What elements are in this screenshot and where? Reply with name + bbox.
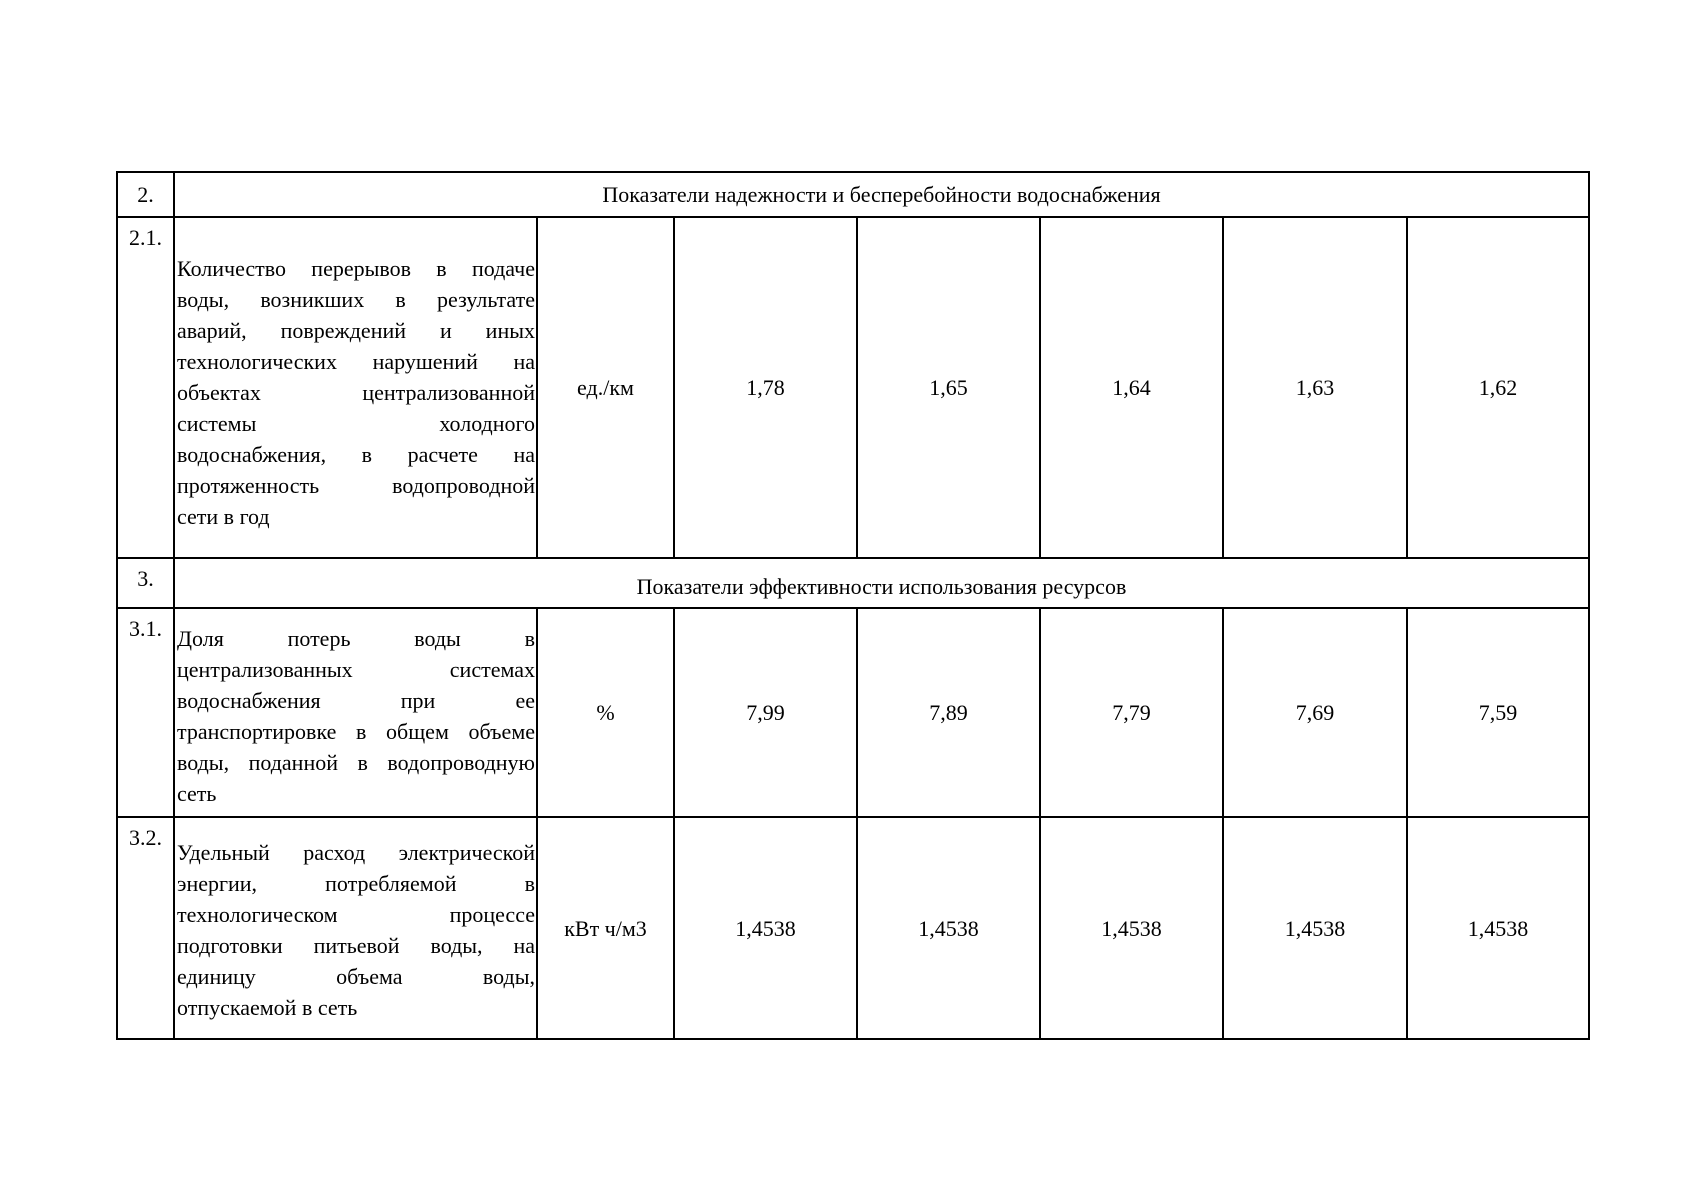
row-description bbox=[174, 217, 537, 558]
description-line: протяженность водопроводной bbox=[177, 473, 535, 498]
value-cell: 1,4538 bbox=[1407, 817, 1589, 1039]
value-cell: 1,4538 bbox=[1040, 817, 1223, 1039]
value-cell: 1,78 bbox=[674, 217, 857, 558]
description-line: Количество перерывов в подаче bbox=[177, 256, 535, 281]
description-line: воды, возникших в результате bbox=[177, 287, 535, 312]
value-cell: 7,99 bbox=[674, 608, 857, 817]
description-line: централизованных системах bbox=[177, 656, 535, 682]
row-number: 3.2. bbox=[117, 817, 174, 1039]
value-cell: 7,89 bbox=[857, 608, 1040, 817]
value-cell: 1,4538 bbox=[857, 817, 1040, 1039]
section-row-3 bbox=[117, 558, 1589, 608]
section-row-2 bbox=[117, 172, 1589, 217]
description-line: технологическом процессе bbox=[177, 902, 535, 927]
row-number: 3.1. bbox=[117, 608, 174, 817]
unit-cell: % bbox=[537, 608, 674, 817]
value-cell: 1,65 bbox=[857, 217, 1040, 558]
value-cell: 7,69 bbox=[1223, 608, 1407, 817]
description-line: Удельный расход электрической bbox=[177, 840, 535, 865]
indicators-table bbox=[116, 171, 1590, 1040]
section-number: 3. bbox=[117, 558, 174, 608]
description-line: сети в год bbox=[177, 504, 270, 529]
value-cell: 1,64 bbox=[1040, 217, 1223, 558]
value-cell: 1,63 bbox=[1223, 217, 1407, 558]
value-cell: 7,79 bbox=[1040, 608, 1223, 817]
description-line: сеть bbox=[177, 780, 217, 806]
value-cell: 7,59 bbox=[1407, 608, 1589, 817]
description-line: энергии, потребляемой в bbox=[177, 871, 535, 896]
description-line: водоснабжения при ее bbox=[177, 687, 535, 713]
description-line: водоснабжения, в расчете на bbox=[177, 442, 535, 467]
description-line: воды, поданной в водопроводную bbox=[177, 749, 535, 775]
table-row-3-1 bbox=[117, 608, 1589, 817]
unit-cell: кВт ч/м3 bbox=[537, 817, 674, 1039]
unit-cell: ед./км bbox=[537, 217, 674, 558]
description-line: объектах централизованной bbox=[177, 380, 535, 405]
row-number: 2.1. bbox=[117, 217, 174, 558]
description-line: Доля потерь воды в bbox=[177, 625, 535, 651]
indicators-table-body bbox=[117, 172, 1589, 1039]
description-line: системы холодного bbox=[177, 411, 535, 436]
description-line: подготовки питьевой воды, на bbox=[177, 933, 535, 958]
section-title: Показатели эффективности использования ресурсов bbox=[174, 558, 1589, 608]
row-description bbox=[174, 817, 537, 1039]
description-line: аварий, повреждений и иных bbox=[177, 318, 535, 343]
section-title: Показатели надежности и бесперебойности водоснабжения bbox=[174, 172, 1589, 217]
description-line: технологических нарушений на bbox=[177, 349, 535, 374]
description-line: единицу объема воды, bbox=[177, 964, 535, 989]
value-cell: 1,62 bbox=[1407, 217, 1589, 558]
value-cell: 1,4538 bbox=[1223, 817, 1407, 1039]
description-line: транспортировке в общем объеме bbox=[177, 718, 535, 744]
description-line: отпускаемой в сеть bbox=[177, 995, 358, 1020]
value-cell: 1,4538 bbox=[674, 817, 857, 1039]
table-row-3-2 bbox=[117, 817, 1589, 1039]
row-description bbox=[174, 608, 537, 817]
table-row-2-1 bbox=[117, 217, 1589, 558]
section-number: 2. bbox=[117, 172, 174, 217]
